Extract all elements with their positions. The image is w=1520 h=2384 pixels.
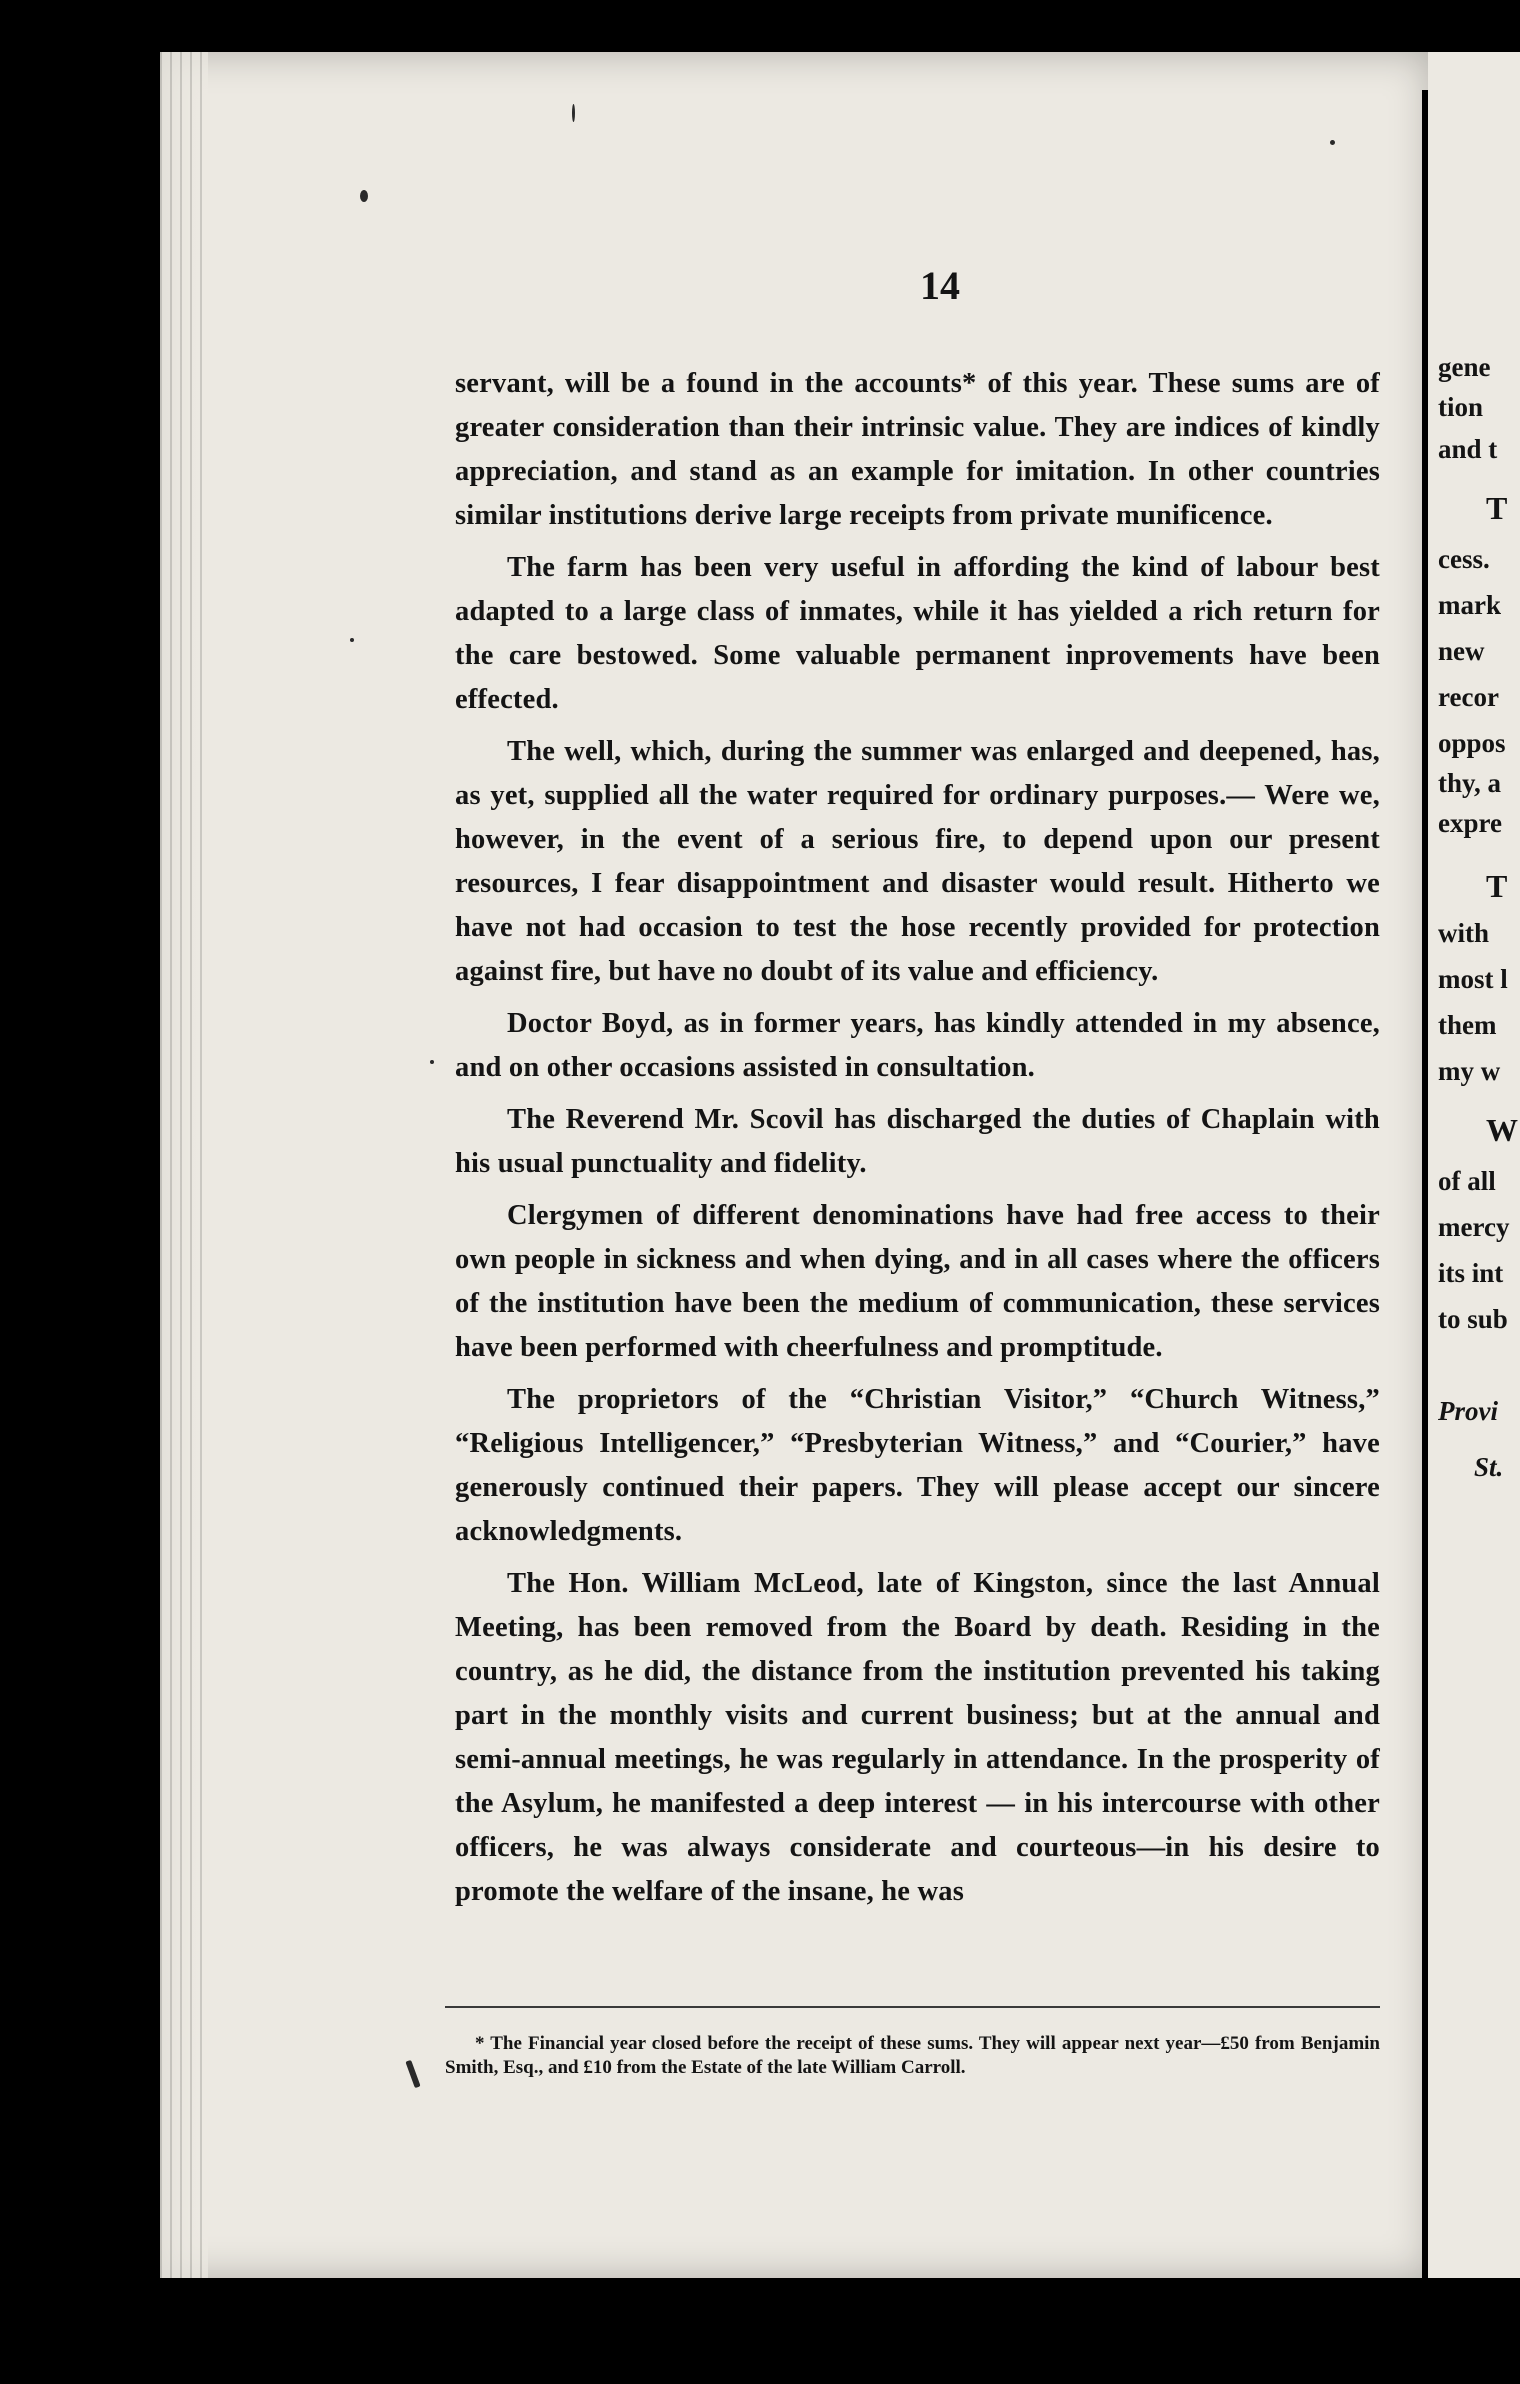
paragraph-4: Doctor Boyd, as in former years, has kindly attended in my absence, and on other occasions assisted in consultation.	[455, 1008, 1380, 1083]
facing-line: recor	[1438, 682, 1499, 712]
paragraph-6: Clergymen of different denominations have had free access to their own people in sickness and when dying, and in all cases where the officers of the institution have been the medium of communication, these services have been performed with cheerfulness and promptitude.	[455, 1200, 1380, 1363]
facing-line: new	[1438, 636, 1485, 666]
facing-line: them	[1438, 1010, 1497, 1040]
scan-speck	[430, 1060, 434, 1064]
facing-line: Provi	[1438, 1396, 1498, 1426]
footnote: * The Financial year closed before the receipt of these sums. They will appear next year—£50 from Benjamin Smith, Esq., and £10 from the Estate of the late William Carroll.	[445, 2033, 1380, 2078]
facing-line: oppos	[1438, 728, 1506, 758]
body-text	[455, 362, 1380, 1922]
facing-line: St.	[1474, 1452, 1504, 1482]
facing-line: mercy	[1438, 1212, 1510, 1242]
paragraph-5: The Reverend Mr. Scovil has discharged the duties of Chaplain with his usual punctuality and fidelity.	[455, 1104, 1380, 1179]
page-number: 14	[920, 263, 960, 308]
facing-line: and t	[1438, 434, 1498, 464]
facing-line: W	[1486, 1112, 1518, 1148]
facing-line: mark	[1438, 590, 1501, 620]
facing-line: cess.	[1438, 544, 1490, 574]
scan-speck	[572, 104, 575, 122]
facing-line: my w	[1438, 1056, 1501, 1086]
scan-speck	[350, 638, 354, 642]
paragraph-3: The well, which, during the summer was enlarged and deepened, has, as yet, supplied all the water required for ordinary purposes.— Were we, however, in the event of a serious fire, to depend upon our present resources, I fear disappointment and disaster would result. Hitherto we have not had occasion to test the hose recently provided for protection against fire, but have no doubt of its value and efficiency.	[455, 736, 1380, 987]
paragraph-2: The farm has been very useful in affording the kind of labour best adapted to a large class of inmates, while it has yielded a rich return for the care bestowed. Some valuable permanent inprovements have been effected.	[455, 552, 1380, 715]
paragraph-8: The Hon. William McLeod, late of Kingston, since the last Annual Meeting, has been removed from the Board by death. Residing in the country, as he did, the distance from the institution prevented his taking part in the monthly visits and current business; but at the annual and semi-annual meetings, he was regularly in attendance. In the prosperity of the Asylum, he manifested a deep interest — in his intercourse with other officers, he was always considerate and courteous—in his desire to promote the welfare of the insane, he was	[455, 1568, 1380, 1907]
scan-speck	[1330, 140, 1335, 145]
facing-line: gene	[1438, 352, 1491, 382]
paragraph-7: The proprietors of the “Christian Visitor,” “Church Witness,” “Religious Intelligencer,” “Presbyterian Witness,” and “Courier,” have generously continued their papers. They will please accept our sincere acknowledgments.	[455, 1384, 1380, 1547]
footnote-divider	[445, 2006, 1380, 2008]
facing-line: to sub	[1438, 1304, 1508, 1334]
facing-line: of all	[1438, 1166, 1496, 1196]
facing-line: tion	[1438, 392, 1484, 422]
facing-line: T	[1486, 490, 1508, 526]
scan-speck	[360, 190, 368, 202]
facing-line: its int	[1438, 1258, 1504, 1288]
facing-page	[1428, 52, 1520, 2278]
page-edge	[160, 52, 208, 2278]
facing-line: thy, a	[1438, 768, 1502, 798]
facing-line: most l	[1438, 964, 1508, 994]
facing-line: expre	[1438, 808, 1502, 838]
facing-line: with	[1438, 918, 1490, 948]
paragraph-1: servant, will be a found in the accounts* of this year. These sums are of greater consideration than their intrinsic value. They are indices of kindly appreciation, and stand as an example for imitation. In other countries similar institutions derive large receipts from private munificence.	[455, 368, 1380, 531]
facing-line: T	[1486, 868, 1508, 904]
